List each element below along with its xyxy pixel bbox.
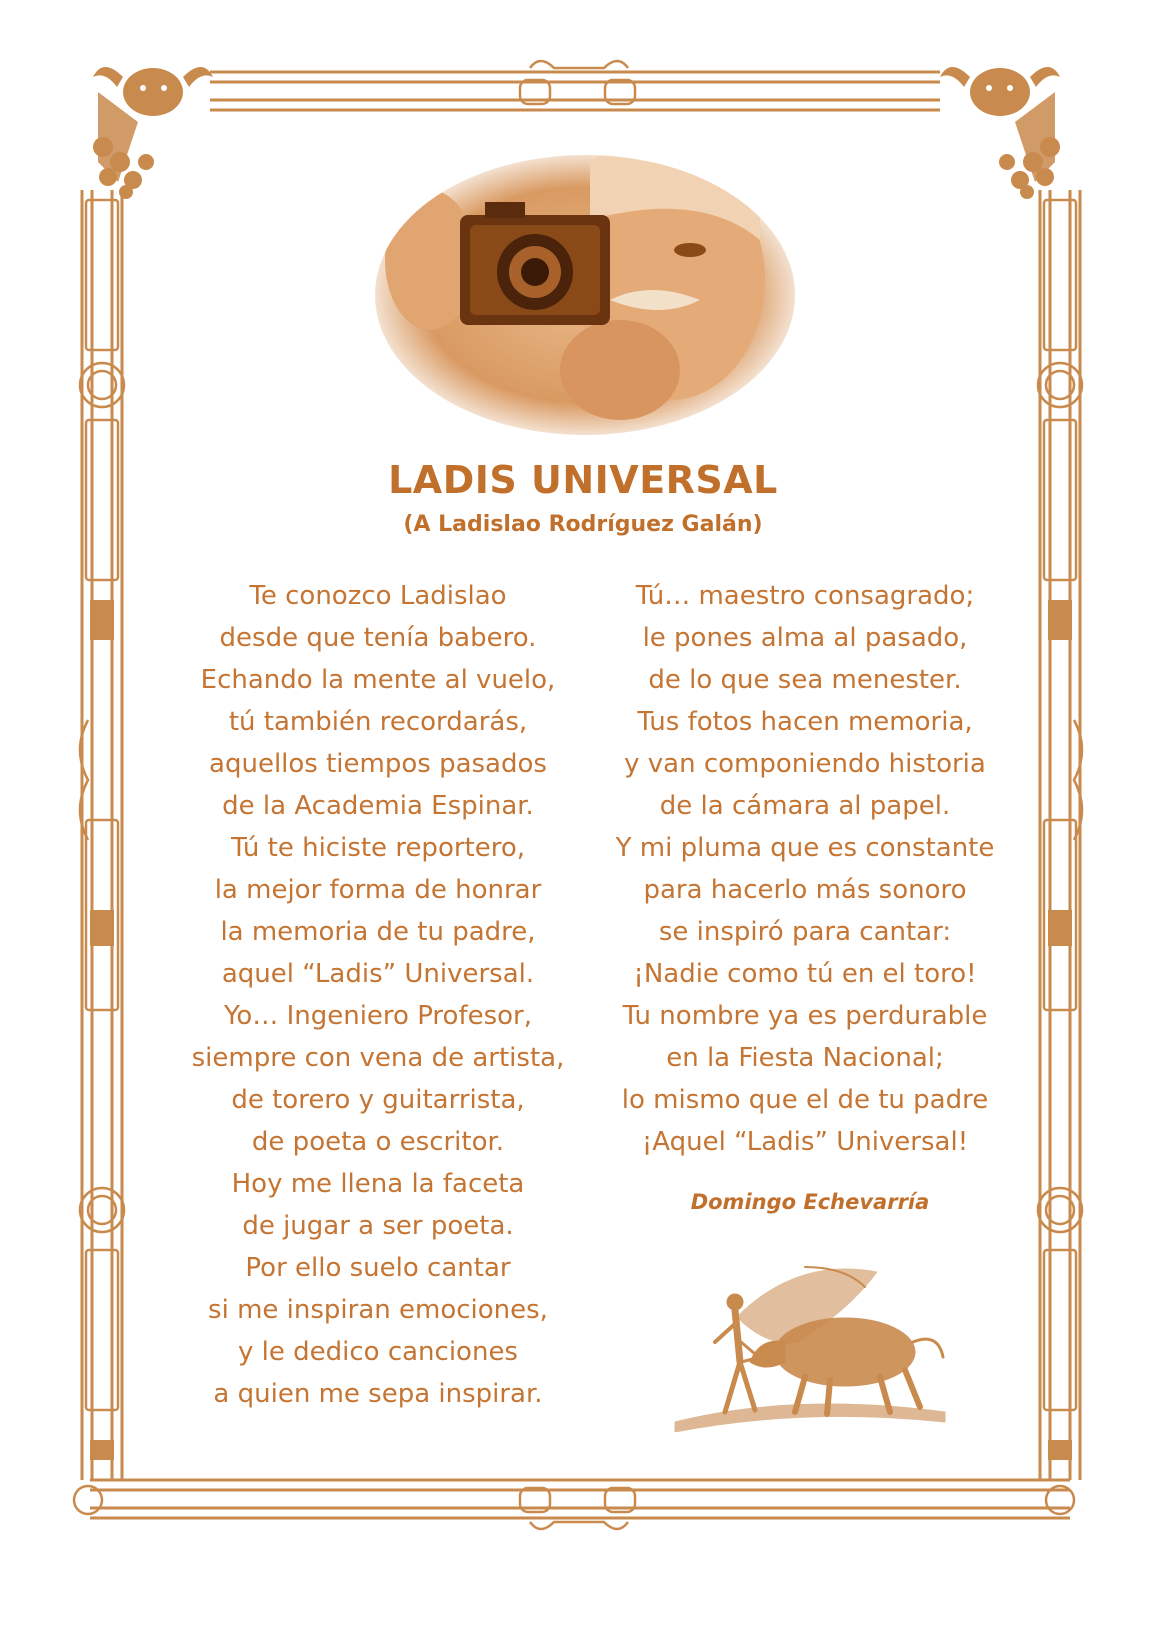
poem-line: Hoy me llena la faceta [231,1169,525,1199]
poem-line: de la Academia Espinar. [222,791,534,821]
poem-dedication: (A Ladislao Rodríguez Galán) [403,512,763,537]
poem-line: aquel “Ladis” Universal. [221,959,535,989]
bull-head-ornament-icon [935,52,1075,202]
poem-left-column [168,575,588,1415]
poem-line: Tu nombre ya es perdurable [622,1001,988,1031]
bullfight-illustration [655,1262,955,1432]
poem-line: Tú te hiciste reportero, [230,833,526,863]
poem-line: de poeta o escritor. [251,1127,505,1157]
poem-line: siempre con vena de artista, [191,1043,565,1073]
poem-line: Tus fotos hacen memoria, [637,707,973,737]
poem-line: se inspiró para cantar: [658,917,952,947]
poem-right-column [595,575,1015,1163]
poem-line: de torero y guitarrista, [231,1085,525,1115]
poem-title: LADIS UNIVERSAL [388,458,778,502]
bull-head-ornament-icon [78,52,218,202]
poem-line: de jugar a ser poeta. [242,1211,514,1241]
poem-line: y le dedico canciones [238,1337,518,1367]
photographer-portrait [370,150,800,440]
poem-line: tú también recordarás, [228,707,528,737]
poem-line: Tú… maestro consagrado; [635,581,975,611]
poem-line: Echando la mente al vuelo, [200,665,556,695]
poem-line: la memoria de tu padre, [220,917,536,947]
poem-line: lo mismo que el de tu padre [621,1085,989,1115]
poem-line: desde que tenía babero. [219,623,537,653]
poem-line: y van componiendo historia [624,749,986,779]
poem-line: de lo que sea menester. [648,665,962,695]
poem-line: le pones alma al pasado, [642,623,968,653]
poem-line: Y mi pluma que es constante [615,833,995,863]
poem-line: ¡Nadie como tú en el toro! [633,959,977,989]
poem-line: la mejor forma de honrar [214,875,542,905]
poem-line: aquellos tiempos pasados [209,749,547,779]
poem-line: Yo… Ingeniero Profesor, [223,1001,533,1031]
poem-line: Te conozco Ladislao [249,581,507,611]
poem-line: para hacerlo más sonoro [643,875,967,905]
poem-line: a quien me sepa inspirar. [213,1379,543,1409]
poem-line: ¡Aquel “Ladis” Universal! [641,1127,969,1157]
poem-line: de la cámara al papel. [659,791,951,821]
poem-line: Por ello suelo cantar [245,1253,511,1283]
poem-line: si me inspiran emociones, [208,1295,548,1325]
poem-author: Domingo Echevarría [690,1190,930,1214]
poem-line: en la Fiesta Nacional; [666,1043,944,1073]
